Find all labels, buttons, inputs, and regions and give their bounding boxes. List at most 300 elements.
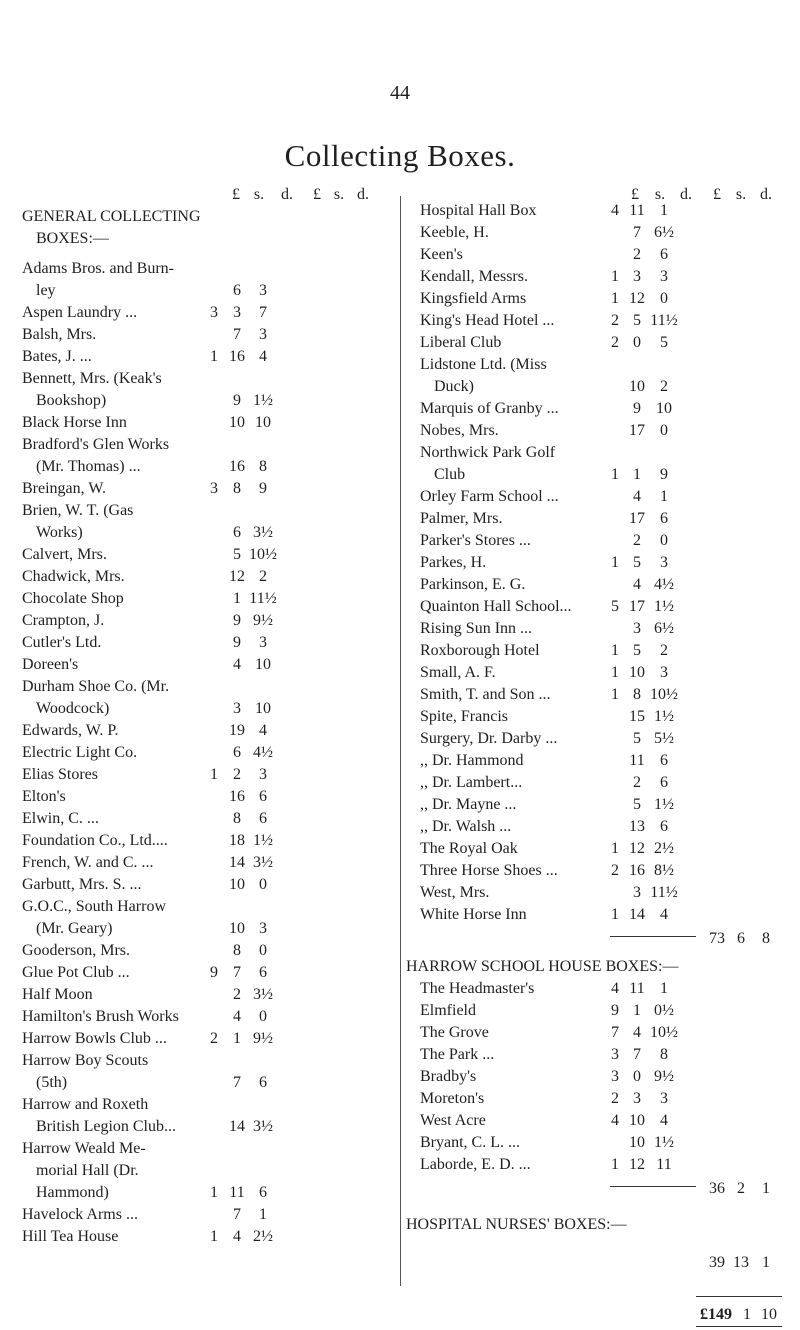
entry-name-line: Palmer, Mrs.: [420, 510, 503, 527]
entry-row: [420, 552, 790, 574]
right-total-pence-heading: d.: [760, 186, 772, 203]
amount-pounds: 1: [611, 840, 619, 857]
entry-name-line: Harrow Weald Me-: [22, 1140, 146, 1157]
amount-pounds: 3: [210, 304, 218, 321]
grand-total-pounds: £149: [700, 1306, 732, 1323]
amount-pence: 11: [656, 1156, 672, 1173]
entry-name-line: The Headmaster's: [420, 980, 535, 997]
amount-pence: 6: [259, 788, 267, 805]
amount-pence: 1: [660, 202, 668, 219]
amount-shillings: 4: [233, 1228, 241, 1245]
entry-name: [22, 258, 174, 302]
page-title: Collecting Boxes.: [284, 138, 516, 173]
amount-pence: 3½: [253, 524, 273, 541]
entry-row: [420, 310, 790, 332]
entry-name: [22, 1050, 148, 1094]
entry-row: [420, 838, 790, 860]
entry-name: [22, 566, 125, 588]
amount-shillings: 7: [233, 326, 241, 343]
amount-shillings: 7: [233, 1074, 241, 1091]
amount-pounds: 1: [210, 1228, 218, 1245]
amount-pounds: 1: [611, 554, 619, 571]
entry-name-line: Bennett, Mrs. (Keak's: [22, 370, 162, 387]
amount-pence: 1: [660, 980, 668, 997]
entry-name-line: Roxborough Hotel: [420, 642, 540, 659]
amount-shillings: 3: [633, 1090, 641, 1107]
entry-name: [420, 310, 554, 332]
entry-name-line: Harrow and Roxeth: [22, 1096, 149, 1113]
amount-pence: 1½: [253, 392, 273, 409]
entry-name: [420, 508, 502, 530]
entry-name: [22, 1138, 146, 1204]
amount-pence: 4½: [654, 576, 674, 593]
amount-pence: 3: [259, 766, 267, 783]
entry-name: [420, 442, 555, 486]
entry-row: [22, 764, 382, 786]
amount-shillings: 0: [633, 334, 641, 351]
amount-pence: 3: [259, 920, 267, 937]
nurses-amount-pence: 1: [762, 1254, 770, 1271]
entry-name-line: Nobes, Mrs.: [420, 422, 499, 439]
entry-name-line: Laborde, E. D. ...: [420, 1156, 531, 1173]
amount-shillings: 18: [229, 832, 245, 849]
harrow-subtotal-pounds: 36: [709, 1180, 725, 1197]
left-pence-heading: d.: [281, 186, 293, 203]
nurses-amount-shillings: 13: [733, 1254, 749, 1271]
amount-pence: 3: [259, 282, 267, 299]
entry-row: [420, 1066, 790, 1088]
amount-pence: 2: [660, 642, 668, 659]
amount-shillings: 4: [633, 1024, 641, 1041]
entry-name-line: Bryant, C. L. ...: [420, 1134, 520, 1151]
grand-total-rule-bottom: [696, 1326, 782, 1327]
amount-shillings: 5: [633, 554, 641, 571]
general-heading-line2: BOXES:—: [36, 230, 109, 247]
entry-row: [420, 662, 790, 684]
entry-name-line: Adams Bros. and Burn-: [22, 260, 174, 277]
entry-row: [420, 222, 790, 244]
amount-pence: 10: [656, 400, 672, 417]
amount-shillings: 6: [233, 282, 241, 299]
entry-row: [22, 874, 382, 896]
amount-pounds: 1: [611, 1156, 619, 1173]
entry-name-line: Works): [36, 524, 83, 541]
entry-row: [420, 1022, 790, 1044]
amount-shillings: 6: [233, 524, 241, 541]
entry-name: [22, 676, 169, 720]
entry-name: [420, 904, 527, 926]
amount-shillings: 2: [233, 986, 241, 1003]
entry-row: [22, 632, 382, 654]
entry-row: [420, 200, 790, 222]
entry-name-line: The Royal Oak: [420, 840, 518, 857]
amount-pence: 9: [259, 480, 267, 497]
entry-row: [420, 530, 790, 552]
amount-pounds: 3: [611, 1046, 619, 1063]
amount-pence: 3: [259, 326, 267, 343]
entry-name: [420, 244, 463, 266]
amount-pounds: 1: [210, 1184, 218, 1201]
amount-shillings: 4: [633, 488, 641, 505]
entry-row: [420, 618, 790, 640]
amount-shillings: 8: [233, 942, 241, 959]
amount-pounds: 1: [611, 686, 619, 703]
general-subtotal-pence: 8: [762, 930, 770, 947]
amount-pounds: 1: [210, 766, 218, 783]
amount-shillings: 10: [629, 1134, 645, 1151]
amount-shillings: 11: [629, 980, 645, 997]
amount-shillings: 11: [629, 202, 645, 219]
entry-row: [420, 486, 790, 508]
entry-row: [22, 896, 382, 940]
entry-row: [22, 1138, 382, 1204]
amount-pence: 6½: [654, 620, 674, 637]
amount-pence: 6: [660, 774, 668, 791]
amount-pence: 11½: [650, 312, 678, 329]
amount-pounds: 3: [210, 480, 218, 497]
entry-name-line: Balsh, Mrs.: [22, 326, 97, 343]
grand-total-shillings: 1: [743, 1306, 751, 1323]
entry-row: [22, 1204, 382, 1226]
amount-pounds: 2: [210, 1030, 218, 1047]
amount-pence: 10: [255, 700, 271, 717]
entry-name-line: Lidstone Ltd. (Miss: [420, 356, 547, 373]
general-heading-line1: GENERAL COLLECTING: [22, 208, 201, 225]
entry-name: [420, 838, 518, 860]
entry-name: [22, 302, 137, 324]
amount-shillings: 1: [233, 590, 241, 607]
amount-shillings: 6: [233, 744, 241, 761]
entry-name-line: Moreton's: [420, 1090, 485, 1107]
right-total-shillings-heading: s.: [735, 186, 747, 203]
entry-name-line: Calvert, Mrs.: [22, 546, 107, 563]
amount-shillings: 2: [633, 774, 641, 791]
amount-shillings: 7: [633, 1046, 641, 1063]
entry-name-line: Foundation Co., Ltd....: [22, 832, 168, 849]
entry-row: [22, 588, 382, 610]
right-shillings-heading: s.: [654, 186, 666, 203]
entry-name-line: Cutler's Ltd.: [22, 634, 102, 651]
entry-name: [420, 332, 501, 354]
page-number: 44: [390, 82, 410, 104]
entry-name: [22, 368, 162, 412]
amount-pence: 5: [660, 334, 668, 351]
entry-name: [420, 486, 559, 508]
amount-shillings: 10: [229, 876, 245, 893]
amount-shillings: 3: [633, 268, 641, 285]
general-cont-items-list: [420, 200, 790, 926]
amount-pounds: 4: [611, 202, 619, 219]
entry-row: [22, 808, 382, 830]
amount-pounds: 1: [611, 664, 619, 681]
entry-name-line: Spite, Francis: [420, 708, 508, 725]
entry-row: [22, 434, 382, 478]
amount-shillings: 14: [629, 906, 645, 923]
entry-name-line: Crampton, J.: [22, 612, 105, 629]
entry-name-line: West Acre: [420, 1112, 486, 1129]
entry-name-line: Bates, J. ...: [22, 348, 92, 365]
entry-name-line: Kingsfield Arms: [420, 290, 527, 307]
amount-shillings: 12: [629, 840, 645, 857]
amount-pence: 3½: [253, 986, 273, 1003]
entry-name-line: Elias Stores: [22, 766, 98, 783]
amount-shillings: 3: [233, 700, 241, 717]
left-shillings-heading: s.: [253, 186, 265, 203]
entry-row: [22, 610, 382, 632]
entry-row: [420, 244, 790, 266]
amount-pounds: 2: [611, 1090, 619, 1107]
entry-name: [420, 860, 558, 882]
entry-name: [420, 1088, 484, 1110]
harrow-subtotal-rule: [610, 1186, 696, 1187]
amount-pounds: 4: [611, 980, 619, 997]
entry-row: [22, 324, 382, 346]
spacer: [22, 250, 382, 258]
entry-name: [420, 1044, 494, 1066]
entry-row: [22, 742, 382, 764]
entry-name: [22, 742, 137, 764]
left-total-pence-heading: d.: [357, 186, 369, 203]
entry-name-line: Chadwick, Mrs.: [22, 568, 125, 585]
grand-total-line: [420, 1302, 790, 1330]
entry-name: [22, 874, 142, 896]
right-pence-heading: d.: [680, 186, 692, 203]
entry-name-line: (5th): [36, 1074, 68, 1091]
entry-name-line: British Legion Club...: [36, 1118, 176, 1135]
amount-shillings: 13: [629, 818, 645, 835]
entry-name: [420, 288, 526, 310]
entry-name: [420, 1022, 489, 1044]
entry-name: [22, 808, 99, 830]
entry-name: [420, 1066, 476, 1088]
entry-name: [22, 830, 168, 852]
amount-pence: 3½: [253, 854, 273, 871]
amount-shillings: 4: [633, 576, 641, 593]
amount-pounds: 7: [611, 1024, 619, 1041]
entry-name-line: Duck): [434, 378, 474, 395]
spacer: [420, 1198, 790, 1214]
entry-row: [22, 1094, 382, 1138]
amount-pence: 0: [259, 942, 267, 959]
amount-shillings: 5: [633, 312, 641, 329]
entry-name-line: Three Horse Shoes ...: [420, 862, 558, 879]
entry-name: [22, 940, 130, 962]
amount-shillings: 3: [633, 884, 641, 901]
amount-pence: 0: [259, 1008, 267, 1025]
entry-name-line: Bradby's: [420, 1068, 477, 1085]
entry-name: [22, 852, 154, 874]
amount-pence: 4: [259, 722, 267, 739]
amount-shillings: 5: [633, 796, 641, 813]
amount-shillings: 8: [233, 810, 241, 827]
entry-name: [420, 640, 540, 662]
amount-shillings: 12: [629, 290, 645, 307]
entry-name-line: ,, Dr. Hammond: [420, 752, 524, 769]
entry-name-line: Marquis of Granby ...: [420, 400, 559, 417]
entry-name: [420, 794, 516, 816]
entry-name: [22, 764, 98, 786]
entry-name: [420, 574, 525, 596]
amount-pence: 4: [660, 1112, 668, 1129]
amount-pounds: 2: [611, 334, 619, 351]
entry-name-line: G.O.C., South Harrow: [22, 898, 166, 915]
entry-name: [420, 1132, 520, 1154]
amount-pounds: 1: [611, 466, 619, 483]
entry-name: [22, 786, 66, 808]
harrow-subtotal-pence: 1: [762, 1180, 770, 1197]
entry-row: [420, 332, 790, 354]
amount-pence: 6: [259, 964, 267, 981]
entry-row: [420, 1132, 790, 1154]
nurses-amount: [420, 1250, 790, 1272]
entry-name-line: Elwin, C. ...: [22, 810, 99, 827]
entry-name-line: Glue Pot Club ...: [22, 964, 130, 981]
general-heading: [22, 206, 382, 250]
harrow-heading: HARROW SCHOOL HOUSE BOXES:—: [406, 958, 679, 975]
entry-name: [420, 1000, 476, 1022]
entry-name: [22, 544, 107, 566]
entry-name: [420, 750, 524, 772]
amount-pence: 2½: [253, 1228, 273, 1245]
amount-pence: 11½: [249, 590, 277, 607]
entry-name-line: Harrow Bowls Club ...: [22, 1030, 167, 1047]
entry-name: [420, 1110, 486, 1132]
entry-name: [420, 222, 489, 244]
entry-name-line: ,, Dr. Lambert...: [420, 774, 523, 791]
amount-pence: 3: [660, 554, 668, 571]
entry-name-line: ,, Dr. Mayne ...: [420, 796, 517, 813]
amount-shillings: 2: [633, 246, 641, 263]
entry-name-line: morial Hall (Dr.: [36, 1162, 139, 1179]
entry-name: [22, 632, 101, 654]
amount-pence: 4: [259, 348, 267, 365]
entry-name: [22, 1028, 167, 1050]
entry-name: [22, 1094, 176, 1138]
amount-pounds: 1: [611, 642, 619, 659]
amount-shillings: 5: [633, 730, 641, 747]
entry-name-line: Parker's Stores ...: [420, 532, 531, 549]
amount-pounds: 1: [611, 906, 619, 923]
entry-name-line: King's Head Hotel ...: [420, 312, 555, 329]
entry-row: [22, 1050, 382, 1094]
left-column: [22, 206, 382, 1248]
entry-row: [22, 830, 382, 852]
entry-name-line: Quainton Hall School...: [420, 598, 572, 615]
entry-row: [420, 794, 790, 816]
amount-pence: 6: [259, 1184, 267, 1201]
entry-name-line: Edwards, W. P.: [22, 722, 119, 739]
entry-row: [420, 398, 790, 420]
entry-name-line: Brien, W. T. (Gas: [22, 502, 134, 519]
amount-pence: 10½: [650, 1024, 678, 1041]
general-subtotal-shillings: 6: [737, 930, 745, 947]
entry-name-line: ,, Dr. Walsh ...: [420, 818, 512, 835]
entry-name-line: Black Horse Inn: [22, 414, 127, 431]
entry-name: [22, 1204, 138, 1226]
amount-shillings: 8: [233, 480, 241, 497]
entry-name: [22, 346, 92, 368]
entry-name: [420, 596, 572, 618]
entry-name: [420, 552, 486, 574]
amount-pence: 3: [660, 1090, 668, 1107]
amount-pence: 6½: [654, 224, 674, 241]
entry-row: [22, 500, 382, 544]
entry-row: [22, 368, 382, 412]
right-pounds-heading: £: [631, 186, 639, 203]
left-total-pounds-heading: £: [313, 186, 321, 203]
grand-total-pence: 10: [761, 1306, 777, 1323]
nurses-heading: HOSPITAL NURSES' BOXES:—: [406, 1216, 627, 1233]
amount-pence: 6: [660, 752, 668, 769]
amount-shillings: 14: [229, 854, 245, 871]
entry-name: [420, 354, 547, 398]
entry-row: [22, 412, 382, 434]
entry-name: [22, 478, 106, 500]
amount-pence: 0: [259, 876, 267, 893]
entry-name-line: Doreen's: [22, 656, 79, 673]
entry-row: [22, 962, 382, 984]
amount-shillings: 3: [633, 620, 641, 637]
amount-pounds: 9: [611, 1002, 619, 1019]
general-subtotal-rule: [610, 936, 696, 937]
amount-shillings: 16: [229, 788, 245, 805]
entry-name: [420, 266, 528, 288]
amount-pence: 9½: [654, 1068, 674, 1085]
entry-name-line: Bradford's Glen Works: [22, 436, 170, 453]
entry-name-line: Garbutt, Mrs. S. ...: [22, 876, 142, 893]
entry-name-line: Elmfield: [420, 1002, 476, 1019]
amount-shillings: 9: [633, 400, 641, 417]
general-subtotal: [420, 926, 790, 948]
amount-pence: 7: [259, 304, 267, 321]
entry-row: [420, 706, 790, 728]
amount-pence: 1½: [654, 598, 674, 615]
entry-name-line: Woodcock): [36, 700, 110, 717]
amount-shillings: 1: [633, 466, 641, 483]
entry-row: [420, 1154, 790, 1176]
entry-name-line: White Horse Inn: [420, 906, 527, 923]
amount-pence: 9: [660, 466, 668, 483]
amount-pounds: 2: [611, 312, 619, 329]
amount-pounds: 1: [210, 348, 218, 365]
amount-shillings: 11: [629, 752, 645, 769]
entry-name: [22, 1226, 118, 1248]
entry-name-line: Rising Sun Inn ...: [420, 620, 533, 637]
entry-name-line: (Mr. Thomas) ...: [36, 458, 141, 475]
entry-name-line: Aspen Laundry ...: [22, 304, 138, 321]
amount-pounds: 1: [611, 268, 619, 285]
entry-row: [22, 984, 382, 1006]
amount-pence: 3: [660, 664, 668, 681]
amount-pence: 1½: [654, 796, 674, 813]
amount-shillings: 10: [629, 664, 645, 681]
entry-name-line: Gooderson, Mrs.: [22, 942, 130, 959]
amount-pence: 6: [259, 1074, 267, 1091]
amount-pence: 2: [660, 378, 668, 395]
amount-pence: 6: [660, 818, 668, 835]
entry-row: [22, 1006, 382, 1028]
spacer: [420, 1236, 790, 1250]
entry-name: [420, 530, 531, 552]
harrow-subtotal-shillings: 2: [737, 1180, 745, 1197]
entry-row: [420, 442, 790, 486]
general-subtotal-pounds: 73: [709, 930, 725, 947]
entry-name: [22, 896, 166, 940]
entry-name-line: French, W. and C. ...: [22, 854, 154, 871]
entry-name-line: Small, A. F.: [420, 664, 496, 681]
entry-row: [420, 860, 790, 882]
amount-shillings: 15: [629, 708, 645, 725]
